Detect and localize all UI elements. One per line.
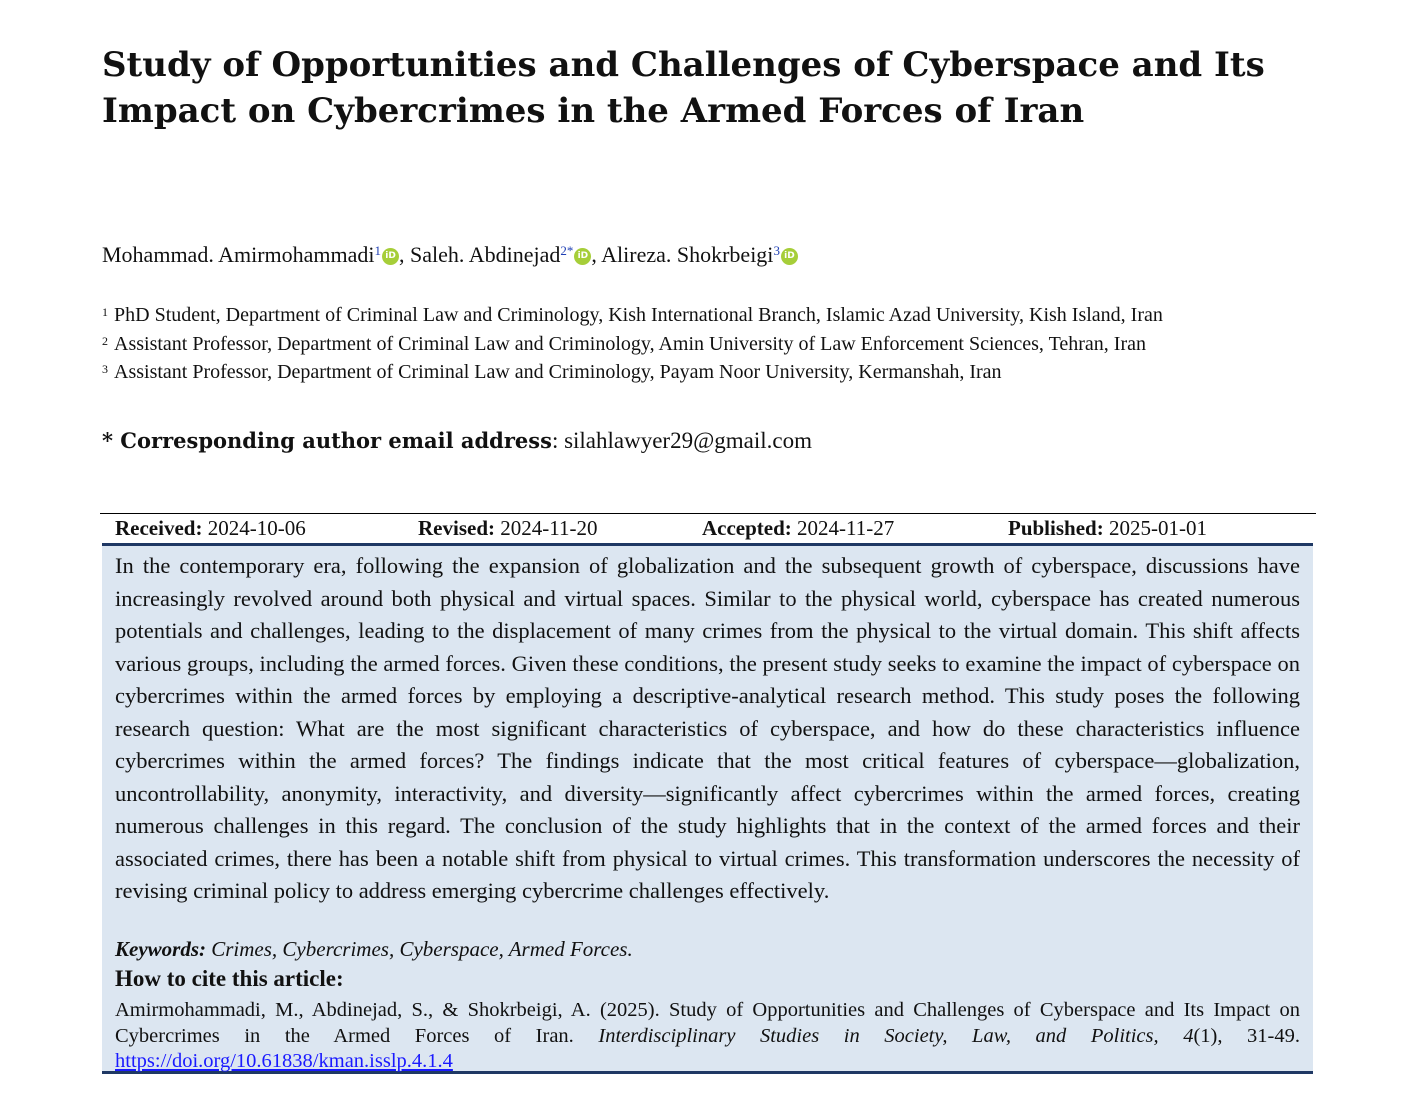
keywords [115,937,1300,962]
date-received [115,516,306,541]
doi-link[interactable]: https://doi.org/10.61838/kman.isslp.4.1.4 [115,1050,453,1072]
article-dates [100,513,1316,544]
date-revised [418,516,597,541]
date-value: 2025-01-01 [1108,516,1207,540]
author-name: Mohammad. Amirmohammadi [102,242,375,267]
date-label: Received: [115,516,203,540]
citation-text: Amirmohammadi, M., Abdinejad, S., & Shokrbeigi, A. (2025). Study of Opportunities and Challenges of Cyberspace and Its Impact on Cybercrimes in the Armed Forces of Iran. [115,999,1300,1047]
date-published [1008,516,1207,541]
author-name: Saleh. Abdinejad [410,242,561,267]
abstract-text: In the contemporary era, following the expansion of globalization and the subsequent growth of cyberspace, discussions have increasingly revolved around both physical and virtual spaces. Similar to the physical world, cyberspace has created numerous potentials and challenges, leading to the displacement of many crimes from the physical to the virtual domain. This shift affects various groups, including the armed forces. Given these conditions, the present study seeks to examine the impact of cyberspace on cybercrimes within the armed forces by employing a descriptive-analytical research method. This study poses the following research question: What are the most significant characteristics of cyberspace, and how do these characteristics influence cybercrimes within the armed forces? The findings indicate that the most critical features of cyberspace—globalization, uncontrollability, anonymity, interactivity, and diversity—significantly affect cybercrimes within the armed forces, creating numerous challenges in this regard. The conclusion of the study highlights that in the context of the armed forces and their associated crimes, there has been a notable shift from physical to virtual crimes. This transformation underscores the necessity of revising criminal policy to address emerging cybercrime challenges effectively. [115,553,1300,903]
date-accepted [702,516,894,541]
date-value: 2024-11-20 [500,516,598,540]
paper-title: Study of Opportunities and Challenges of Cyberspace and Its Impact on Cybercrimes in the Armed Forces of Iran [102,45,1265,131]
affiliation-number: 2 [102,333,108,348]
affiliation-text: Assistant Professor, Department of Criminal Law and Criminology, Amin University of Law Enforcement Sciences, Tehran, Iran [114,332,1147,355]
citation [115,998,1300,1075]
orcid-icon[interactable]: iD [382,248,399,265]
author-list [102,242,1322,268]
orcid-icon[interactable]: iD [574,248,591,265]
corresponding-label: * Corresponding author email address [102,428,552,453]
affiliation [102,357,1322,386]
date-label: Revised: [418,516,495,540]
orcid-icon[interactable]: iD [781,248,798,265]
date-label: Accepted: [702,516,792,540]
author-superscript: 1 [374,243,382,258]
date-value: 2024-10-06 [207,516,306,540]
author-name: Alireza. Shokrbeigi [601,242,774,267]
date-value: 2024-11-27 [797,516,895,540]
date-label: Published: [1008,516,1104,540]
affiliation [102,329,1322,358]
affiliation-number: 3 [102,362,108,376]
abstract-box [102,543,1313,1074]
citation-issue: (1), 31-49. [1193,1024,1301,1047]
citation-journal: Interdisciplinary Studies in Society, Law, and Politics, 4 [598,1024,1194,1047]
affiliation-text: PhD Student, Department of Criminal Law and Criminology, Kish International Branch, Islamic Azad University, Kish Island, Iran [114,304,1163,326]
author-separator: , [399,242,411,267]
affiliation-list [102,300,1322,386]
author-superscript: 2* [560,243,574,258]
keywords-text: Crimes, Cybercrimes, Cyberspace, Armed Forces. [211,937,633,961]
cite-heading: How to cite this article: [115,966,344,991]
keywords-label: Keywords: [115,937,206,961]
corresponding-separator: : [551,428,565,453]
author-superscript: 3 [773,243,780,258]
affiliation-text: Assistant Professor, Department of Criminal Law and Criminology, Payam Noor University, Kermanshah, Iran [114,361,1002,383]
corresponding-author [102,428,1322,454]
corresponding-email[interactable]: silahlawyer29@gmail.com [564,428,813,453]
affiliation-number: 1 [102,305,108,319]
author-separator: , [591,242,602,267]
affiliation [102,300,1322,329]
